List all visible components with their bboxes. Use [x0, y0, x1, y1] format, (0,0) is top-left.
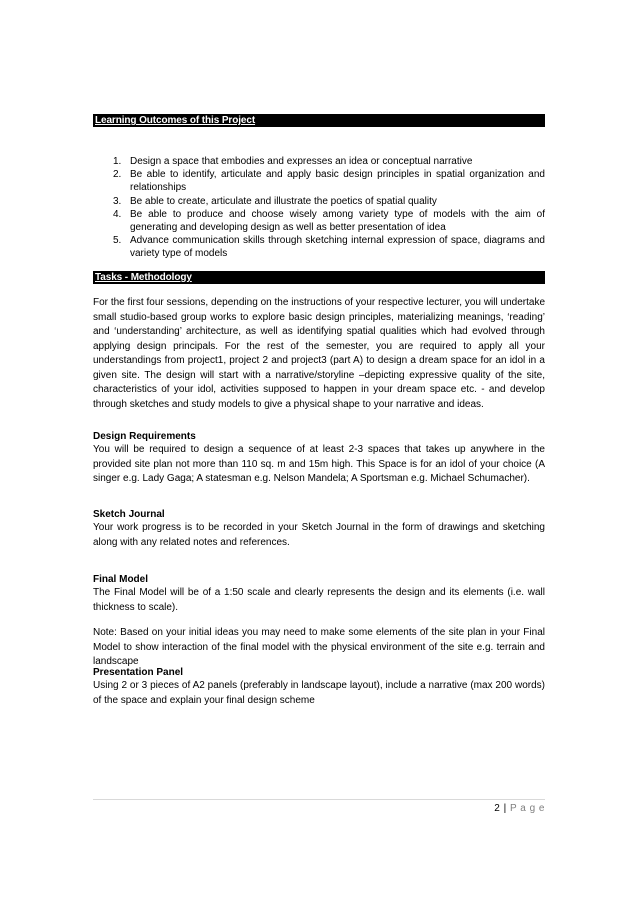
presentation-panel-heading: Presentation Panel [93, 667, 184, 678]
tasks-methodology-body: For the first four sessions, depending on the instructions of your respective lecturer, you will undertake small studio-based group works to explore basic design principles, materializing meanings, ‘reading’ and ‘understanding’ architecture, as well as identifying spatial qualities which had evolved through applying design principals. For the rest of the semester, you are required to apply all your understandings from project1, project 2 and project3 (part A) to design a dream space for an idol in a given site. The design will start with a narrative/storyline –depicting expressive quality of the site, characteristics of your idol, activities supposed to happen in your dream space etc. - and develop through sketches and study models to give a physical shape to your narrative and ideas. [93, 297, 545, 410]
sketch-journal-heading: Sketch Journal [93, 509, 165, 520]
design-requirements-body: You will be required to design a sequence of at least 2-3 spaces that takes up anywhere in the provided site plan not more than 110 sq. m and 15m high. This Space is for an idol of your choice (A singer e.g. Lady Gaga; A statesman e.g. Nelson Mandela; A Sportsman e.g. Michael Schumacher). [93, 444, 545, 484]
final-model-note: Note: Based on your initial ideas you may need to make some elements of the site plan in your Final Model to show interaction of the final model with the physical environment of the site e.g. terrain and landscape [93, 627, 545, 667]
learning-outcomes-heading: Learning Outcomes of this Project [93, 114, 545, 127]
tasks-methodology-heading: Tasks - Methodology [93, 271, 545, 284]
list-item: 2. Be able to identify, articulate and apply basic design principles in spatial organization and relationships [113, 169, 545, 194]
design-requirements-heading: Design Requirements [93, 431, 196, 442]
list-item: 4. Be able to produce and choose wisely among variety type of models with the aim of generating and developing design as well as better presentation of idea [113, 208, 545, 234]
page-footer [93, 803, 545, 814]
sketch-journal-body: Your work progress is to be recorded in your Sketch Journal in the form of drawings and sketching along with any related notes and references. [93, 522, 545, 548]
list-item: 5. Advance communication skills through sketching internal expression of space, diagrams and variety type of models [113, 235, 545, 260]
page-label: P a g e [509, 803, 545, 814]
page-separator: | [500, 803, 510, 814]
learning-outcomes-list [93, 155, 545, 261]
page-number: 2 [494, 803, 501, 814]
presentation-panel-body: Using 2 or 3 pieces of A2 panels (preferably in landscape layout), include a narrative (max 200 words) of the space and explain your final design scheme [93, 680, 545, 706]
final-model-body: The Final Model will be of a 1:50 scale and clearly represents the design and its elements (i.e. wall thickness to scale). [93, 587, 545, 613]
final-model-heading: Final Model [93, 574, 148, 585]
list-item: 1. Design a space that embodies and expresses an idea or conceptual narrative [113, 156, 473, 167]
footer-divider [93, 799, 545, 800]
list-item: 3. Be able to create, articulate and illustrate the poetics of spatial quality [113, 195, 437, 207]
